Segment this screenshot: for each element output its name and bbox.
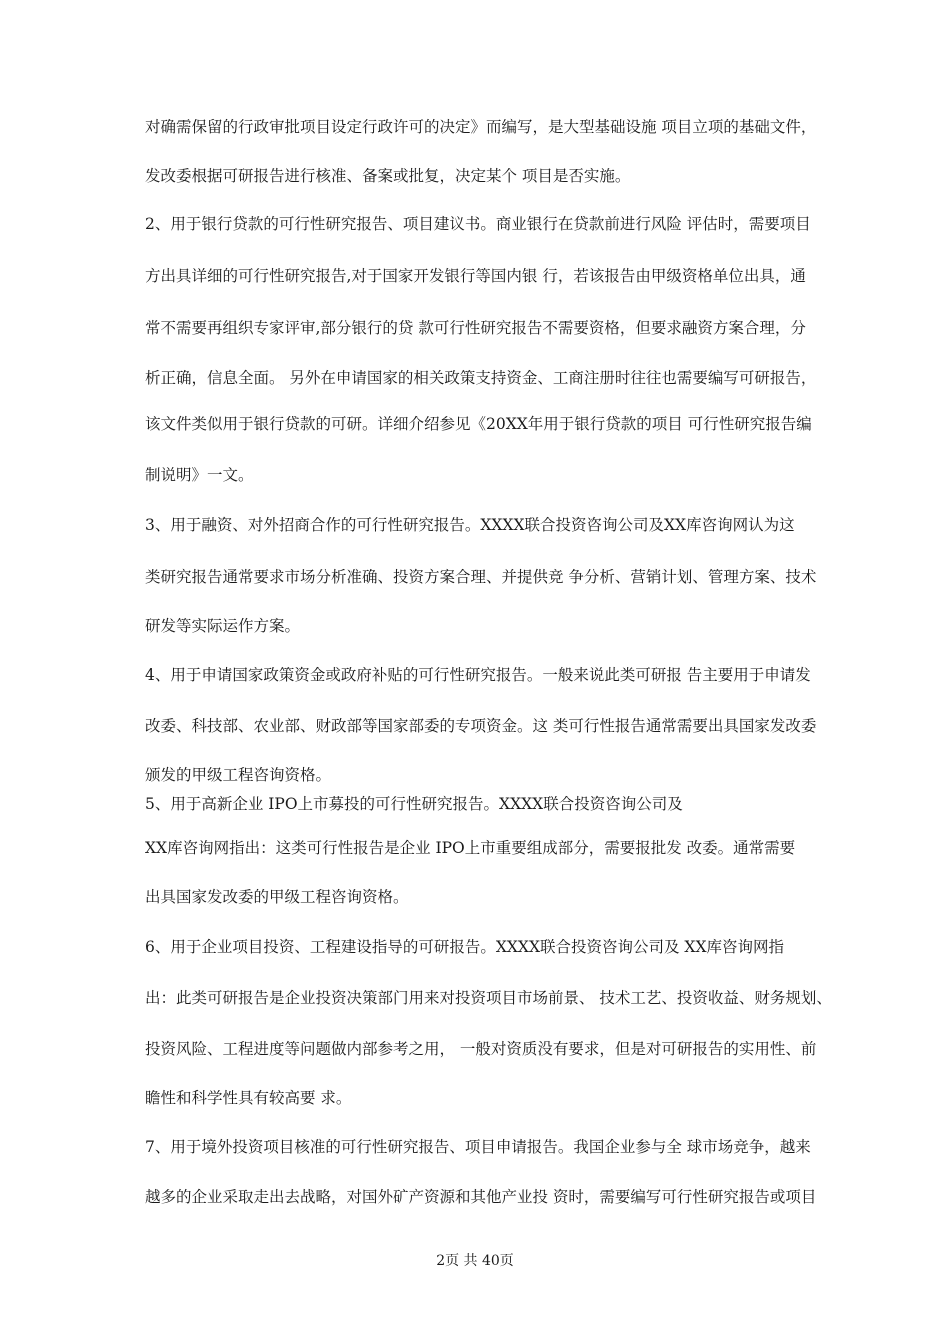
page-number: 2页 共 40页 [436,1253,514,1269]
text-line: 3、用于融资、对外招商合作的可行性研究报告。XXXX联合投资咨询公司及XX库咨询网认为这 [145,516,795,534]
text-line: 方出具详细的可行性研究报告,对于国家开发银行等国内银 行，若该报告由甲级资格单位出具，通 [145,267,806,285]
text-line: 2、用于银行贷款的可行性研究报告、项目建议书。商业银行在贷款前进行风险 评估时，需要项目 [145,215,811,233]
text-line: 5、用于高新企业 IPO上市募投的可行性研究报告。XXXX联合投资咨询公司及 [145,795,683,813]
text-line: 析正确，信息全面。 另外在申请国家的相关政策支持资金、工商注册时往往也需要编写可研报告， [145,369,817,387]
text-line: 颁发的甲级工程咨询资格。 [145,766,332,784]
text-line: 出具国家发改委的甲级工程咨询资格。 [145,888,409,906]
text-line: 类研究报告通常要求市场分析准确、投资方案合理、并提供竞 争分析、营销计划、管理方案、技术 [145,568,817,586]
text-line: 该文件类似用于银行贷款的可研。详细介绍参见《20XX年用于银行贷款的项目 可行性研究报告编 [145,415,812,433]
text-line: 越多的企业采取走出去战略，对国外矿产资源和其他产业投 资时，需要编写可行性研究报告或项目 [145,1188,817,1206]
text-line: 改委、科技部、农业部、财政部等国家部委的专项资金。这 类可行性报告通常需要出具国家发改委 [145,717,817,735]
text-line: 对确需保留的行政审批项目设定行政许可的决定》而编写，是大型基础设施 项目立项的基础文件， [145,118,817,136]
text-line: 6、用于企业项目投资、工程建设指导的可研报告。XXXX联合投资咨询公司及 XX库咨询网指 [145,938,784,956]
text-line: 4、用于申请国家政策资金或政府补贴的可行性研究报告。一般来说此类可研报 告主要用于申请发 [145,666,811,684]
text-line: 制说明》一文。 [145,466,254,484]
text-line: 7、用于境外投资项目核准的可行性研究报告、项目申请报告。我国企业参与全 球市场竞争，越来 [145,1138,811,1156]
text-line: 常不需要再组织专家评审,部分银行的贷 款可行性研究报告不需要资格，但要求融资方案合理，分 [145,319,806,337]
text-line: 瞻性和科学性具有较高要 求。 [145,1089,352,1107]
text-line: 研发等实际运作方案。 [145,617,301,635]
text-line: 发改委根据可研报告进行核准、备案或批复，决定某个 项目是否实施。 [145,167,631,185]
text-line: XX库咨询网指出：这类可行性报告是企业 IPO上市重要组成部分，需要报批发 改委。通常需要 [145,839,796,857]
text-line: 投资风险、工程进度等问题做内部参考之用， 一般对资质没有要求，但是对可研报告的实用性、前 [145,1040,817,1058]
text-line: 出：此类可研报告是企业投资决策部门用来对投资项目市场前景、 技术工艺、投资收益、财务规划、 [145,989,832,1007]
